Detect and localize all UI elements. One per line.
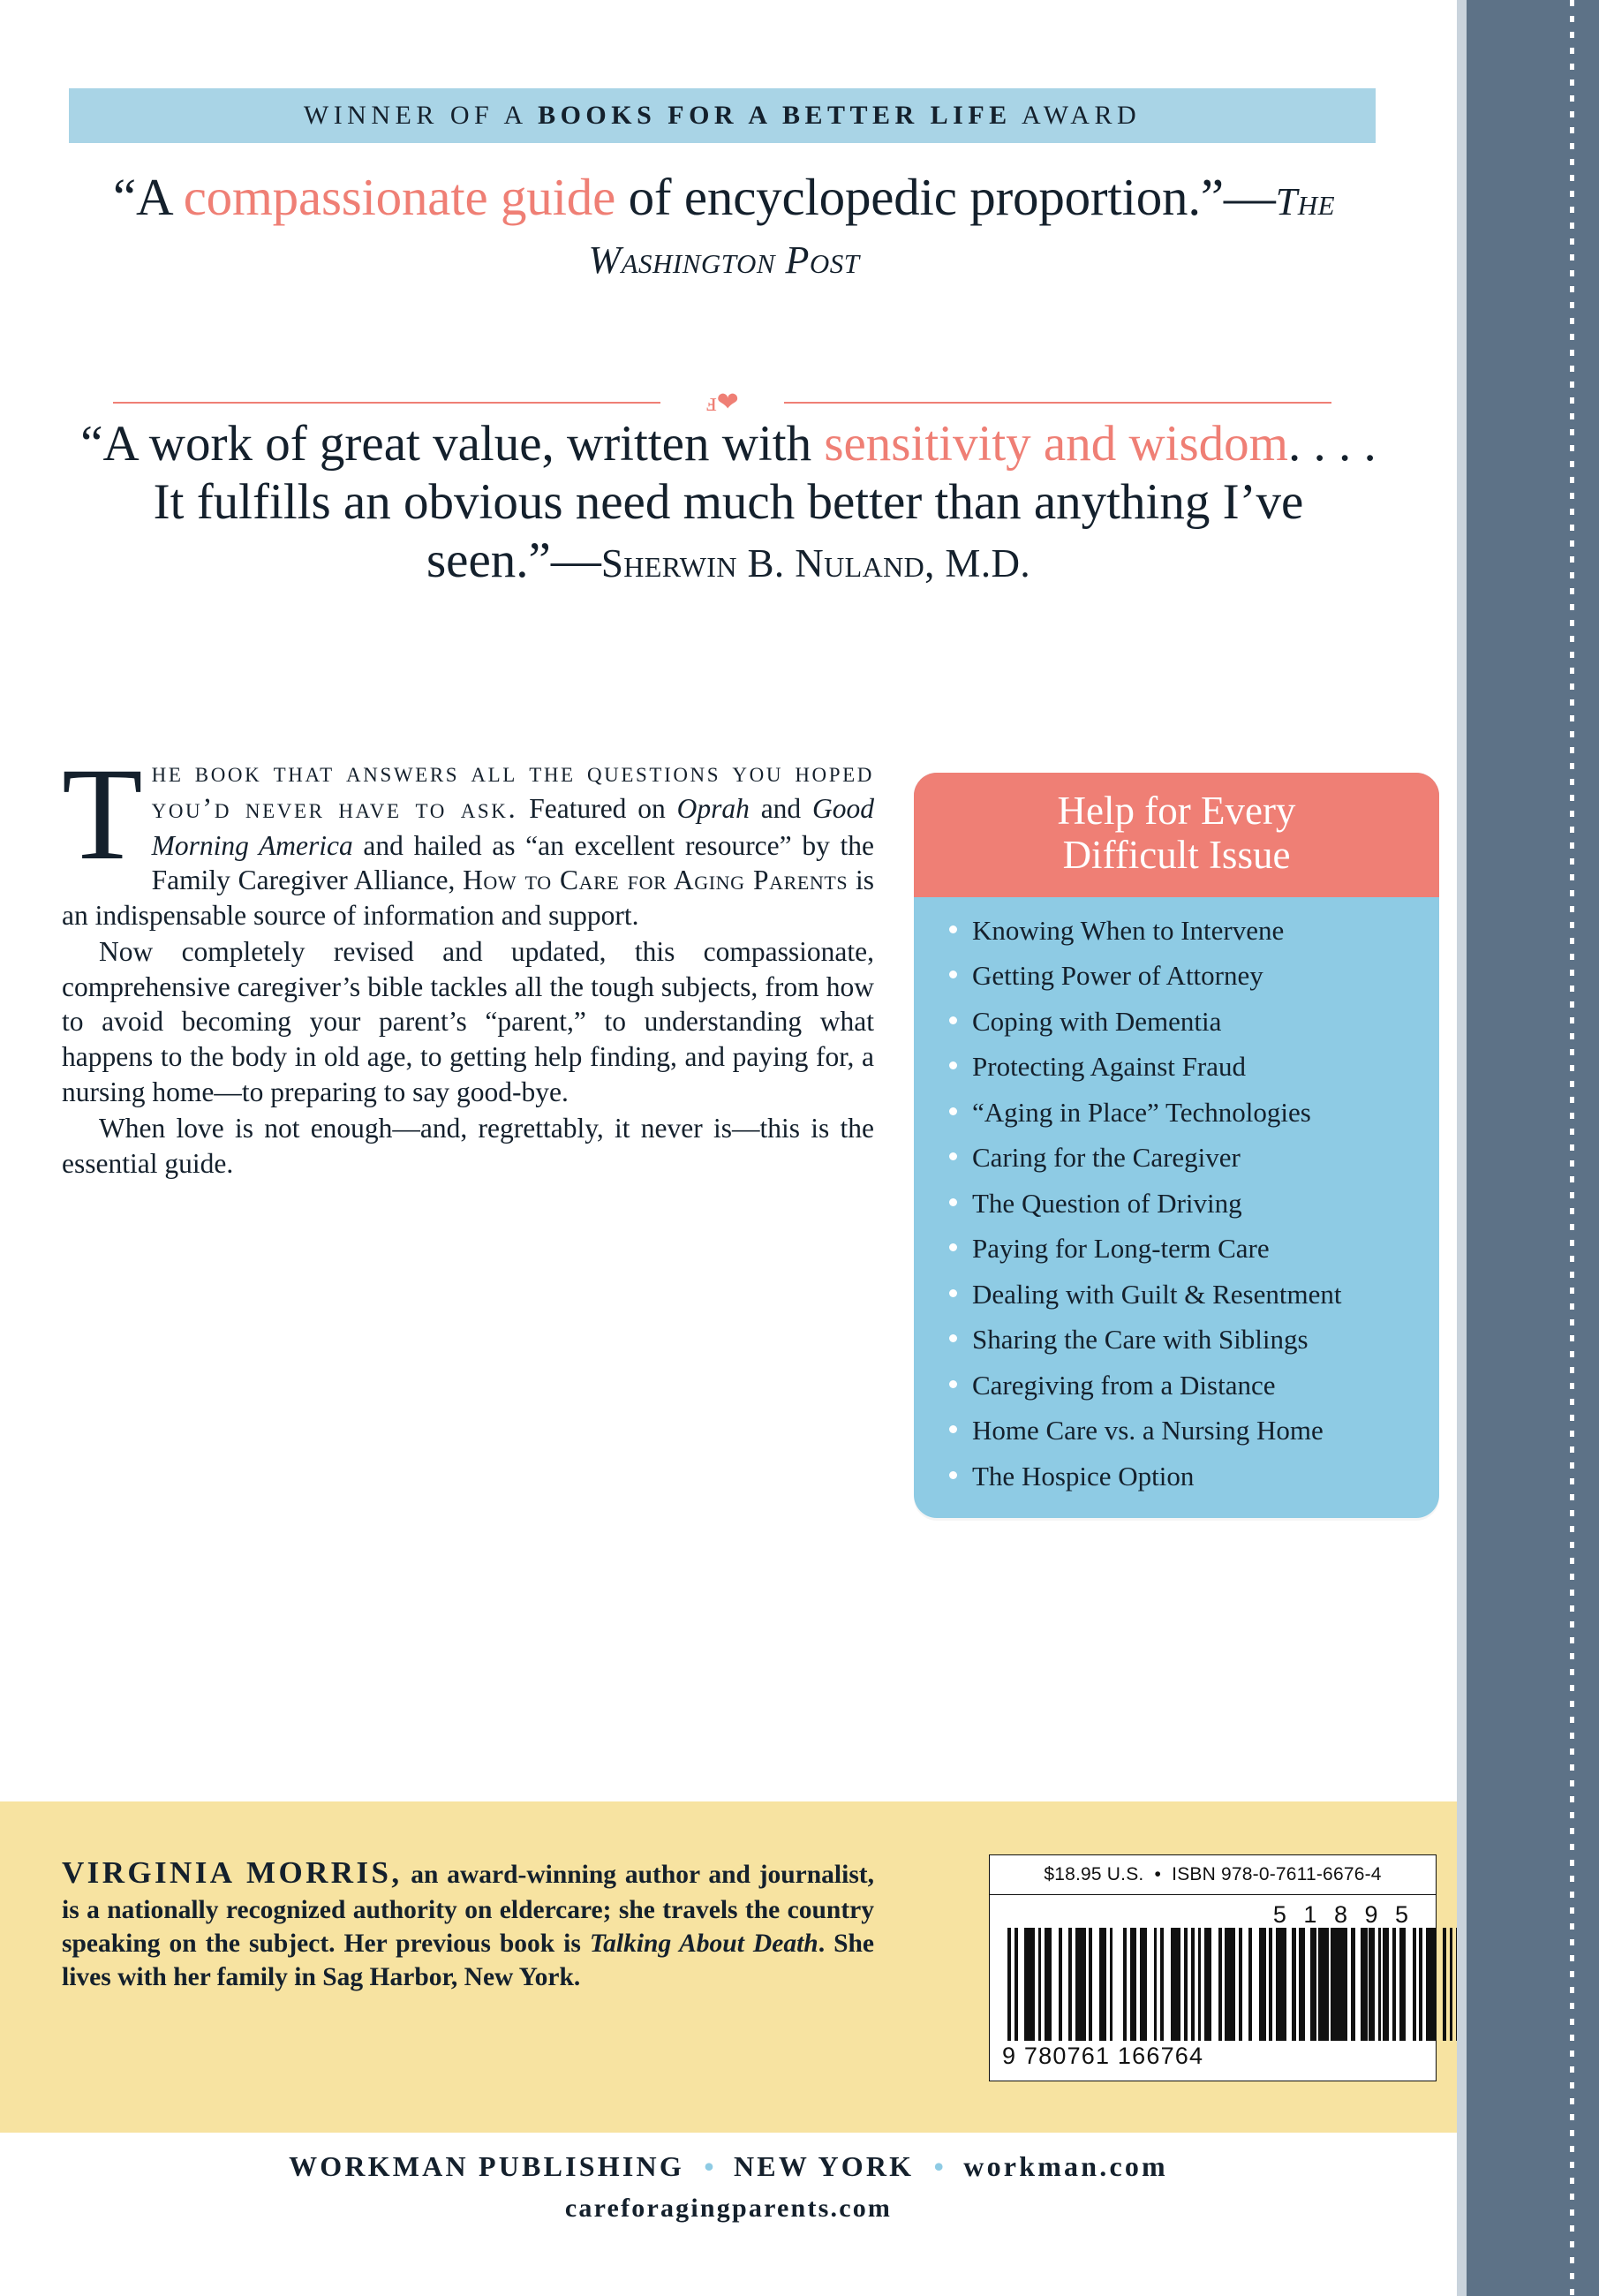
- bullet-icon: [949, 1107, 957, 1115]
- barcode-bar: [1399, 1928, 1407, 2041]
- award-banner: [69, 88, 1376, 143]
- list-item-label: The Hospice Option: [972, 1460, 1195, 1492]
- barcode-bar: [1099, 1928, 1106, 2041]
- publisher-name: WORKMAN PUBLISHING: [289, 2150, 684, 2182]
- list-item: [944, 1051, 1420, 1083]
- ean5-addon-barcode: [1292, 1928, 1424, 2041]
- barcode-bar: [1007, 1928, 1011, 2041]
- list-item: [944, 1005, 1420, 1037]
- bullet-icon: [949, 1243, 957, 1251]
- list-item-label: Home Care vs. a Nursing Home: [972, 1415, 1324, 1446]
- author-name: VIRGINIA MORRIS,: [62, 1855, 403, 1890]
- book-title-inline: How to Care for Aging Parents: [463, 865, 849, 896]
- publisher-city: NEW YORK: [733, 2150, 915, 2182]
- list-item: [944, 1096, 1420, 1128]
- bullet-icon: [949, 925, 957, 933]
- isbn-label: ISBN 978-0-7611-6676-4: [1172, 1864, 1382, 1884]
- price-label: $18.95 U.S.: [1044, 1864, 1144, 1884]
- list-item: [944, 1187, 1420, 1219]
- barcode-bar: [1045, 1928, 1052, 2041]
- list-item-label: Coping with Dementia: [972, 1005, 1222, 1037]
- quote1-source: The Washington Post: [588, 180, 1336, 283]
- list-item: [944, 1371, 1420, 1399]
- barcode-bar: [1269, 1928, 1272, 2041]
- isbn-price-line: [990, 1855, 1436, 1895]
- description-body: [62, 741, 875, 1181]
- barcode-bar: [1248, 1928, 1252, 2041]
- list-item-label: Caring for the Caregiver: [972, 1142, 1241, 1174]
- review-quote-1-text: [62, 168, 1386, 284]
- bullet-icon: [949, 1061, 957, 1069]
- barcode-bar: [1332, 1928, 1336, 2041]
- book-website[interactable]: careforagingparents.com: [564, 2194, 893, 2223]
- barcode-bar: [1450, 1928, 1453, 2041]
- barcode-bar: [1218, 1928, 1222, 2041]
- divider-line-right: [784, 402, 1331, 404]
- barcode-bar: [1140, 1928, 1147, 2041]
- barcode-bar: [1038, 1928, 1042, 2041]
- bullet-icon: [949, 1380, 957, 1388]
- barcode-bar: [1191, 1928, 1195, 2041]
- barcode-bar: [1276, 1928, 1286, 2041]
- author-bio-text: [62, 1853, 874, 1995]
- list-item: [944, 1416, 1420, 1444]
- barcode-bar: [1426, 1928, 1436, 2041]
- barcode-bar: [1089, 1928, 1092, 2041]
- list-item-label: Sharing the Care with Siblings: [972, 1324, 1309, 1356]
- barcode-bar: [1259, 1928, 1266, 2041]
- leaf-ornament-icon: ⅎ❤: [705, 388, 739, 417]
- bullet-icon: [949, 1334, 957, 1342]
- barcode-bar: [1318, 1928, 1328, 2041]
- bullet-icon: [949, 1198, 957, 1206]
- description-paragraph-3: When love is not enough—and, regrettably, it never is—this is the essential guide.: [62, 1113, 874, 1179]
- author-bio-b: . She lives with her family in Sag Harbor, New York.: [62, 1929, 874, 1992]
- description-paragraph-2: Now completely revised and updated, this compassionate, comprehensive caregiver’s bible tackles all the tough subjects, from how to avoid becoming your parent’s “parent,” to understanding what happens to the body in old age, to getting help finding, and paying for, a nursing home—to preparing to say good-bye.: [62, 936, 874, 1107]
- description-p1-b: and: [749, 793, 813, 825]
- list-item: [944, 1462, 1420, 1490]
- barcode-bar: [1198, 1928, 1202, 2041]
- quote1-accent: compassionate guide: [183, 168, 616, 226]
- list-item: [944, 1233, 1420, 1265]
- description-p1-a: Featured on: [529, 793, 677, 825]
- list-item-label: Paying for Long-term Care: [972, 1233, 1270, 1265]
- quote2-rest: . . . . It fulfills an obvious need much better than anything I’ve seen.”: [153, 416, 1376, 589]
- list-item: [944, 914, 1420, 946]
- spine-dotted-rule: [1570, 0, 1574, 2296]
- barcode-bar: [1204, 1928, 1211, 2041]
- quote1-lead: “A: [112, 168, 184, 226]
- quote2-source: Sherwin B. Nuland, M.D.: [600, 541, 1031, 586]
- bullet-icon: [949, 1152, 957, 1160]
- quote2-dash: —: [550, 532, 601, 589]
- list-item: [944, 1324, 1420, 1356]
- features-panel-heading: [914, 773, 1439, 897]
- barcode-bar: [1443, 1928, 1446, 2041]
- barcode-bar: [1123, 1928, 1127, 2041]
- barcode-bar: [1369, 1928, 1372, 2041]
- quote2-lead: “A work of great value, written with: [80, 416, 825, 472]
- description-paragraph-1: [62, 741, 875, 933]
- barcode-bar: [1225, 1928, 1235, 2041]
- barcode-bar: [1352, 1928, 1355, 2041]
- author-bio-a: an award-winning author and journalist, is a nationally recognized authority on eldercare; she travels the country speaking on the subject. Her previous book is: [62, 1861, 874, 1958]
- list-item: [944, 1142, 1420, 1174]
- bullet-icon: [949, 1016, 957, 1024]
- list-item-label: Protecting Against Fraud: [972, 1051, 1246, 1083]
- barcode-bar: [1413, 1928, 1416, 2041]
- publisher-line: [0, 2150, 1457, 2183]
- barcode-bar: [1239, 1928, 1242, 2041]
- bullet-icon: [949, 1289, 957, 1297]
- footer-dot-1: •: [704, 2150, 714, 2182]
- barcode-bar: [1292, 1928, 1295, 2041]
- barcode-bar: [1014, 1928, 1018, 2041]
- bullet-icon: [949, 1471, 957, 1479]
- barcode-bar: [1024, 1928, 1035, 2041]
- barcode-addon-digits: 5 1 8 9 5: [1272, 1901, 1414, 1928]
- isbn-barcode-box: [989, 1854, 1437, 2081]
- review-quote-2: [79, 415, 1377, 590]
- ean13-barcode: [1007, 1928, 1265, 2041]
- bullet-icon: [949, 971, 957, 978]
- barcode-bar: [1160, 1928, 1164, 2041]
- book-spine: [1467, 0, 1599, 2296]
- divider-line-left: [113, 402, 660, 404]
- ean13-digits: 9 780761 166764: [1002, 2043, 1204, 2069]
- list-item-label: Getting Power of Attorney: [972, 960, 1263, 992]
- description-lead-line: he book that answers all the questions you hoped you’d never have to ask.: [151, 757, 874, 826]
- award-banner-text: [304, 101, 1141, 131]
- publisher-footer: [0, 2150, 1457, 2224]
- previous-book-title: Talking About Death: [589, 1929, 818, 1958]
- barcode-bar: [1383, 1928, 1390, 2041]
- barcode-bar: [1299, 1928, 1306, 2041]
- award-prefix: WINNER OF A: [303, 101, 539, 130]
- ornamental-divider: [113, 389, 1331, 415]
- description-p1-c: and hailed as “an excellent resource” by the Family Caregiver Alliance,: [151, 829, 874, 896]
- separator-dot: •: [1154, 1864, 1162, 1884]
- features-list: [914, 897, 1439, 1518]
- barcode-bar: [1068, 1928, 1072, 2041]
- barcode-bar: [1339, 1928, 1346, 2041]
- spine-inner-edge: [1457, 0, 1467, 2296]
- barcode-bar: [1392, 1928, 1396, 2041]
- oprah-title: Oprah: [676, 793, 750, 825]
- list-item-label: “Aging in Place” Technologies: [972, 1096, 1311, 1128]
- list-item: [944, 960, 1420, 992]
- barcode-area: [1000, 1901, 1424, 2074]
- barcode-bar: [1362, 1928, 1366, 2041]
- barcode-bar: [1059, 1928, 1062, 2041]
- features-heading-line-2: Difficult Issue: [1062, 833, 1291, 878]
- features-heading-line-1: Help for Every: [1057, 789, 1296, 833]
- quote2-accent: sensitivity and wisdom: [824, 416, 1288, 472]
- gma-title: Good Morning America: [151, 793, 875, 861]
- list-item-label: The Question of Driving: [972, 1187, 1242, 1219]
- list-item-label: Caregiving from a Distance: [972, 1369, 1276, 1401]
- barcode-bar: [1419, 1928, 1422, 2041]
- drop-cap: T: [62, 741, 143, 887]
- award-emphasis: BOOKS FOR A BETTER LIFE: [538, 101, 1012, 130]
- quote1-rest: of encyclopedic proportion.”: [615, 168, 1224, 226]
- list-item: [944, 1280, 1420, 1308]
- footer-dot-2: •: [933, 2150, 944, 2182]
- description-p1-d: is an indispensable source of information and support.: [62, 865, 874, 931]
- barcode-bar: [1312, 1928, 1316, 2041]
- barcode-bar: [1171, 1928, 1181, 2041]
- barcode-bar: [1130, 1928, 1137, 2041]
- publisher-website[interactable]: workman.com: [963, 2150, 1168, 2182]
- list-item-label: Dealing with Guilt & Resentment: [972, 1278, 1342, 1310]
- barcode-bar: [1110, 1928, 1113, 2041]
- top-margin: [0, 0, 1457, 11]
- barcode-bar: [1075, 1928, 1086, 2041]
- award-suffix: AWARD: [1011, 101, 1142, 130]
- barcode-bar: [1184, 1928, 1188, 2041]
- quote1-dash: —: [1223, 168, 1276, 226]
- list-item-label: Knowing When to Intervene: [972, 914, 1285, 946]
- bullet-icon: [949, 1425, 957, 1433]
- review-quote-1: [62, 168, 1386, 284]
- features-panel: [914, 773, 1439, 1518]
- barcode-bar: [1154, 1928, 1158, 2041]
